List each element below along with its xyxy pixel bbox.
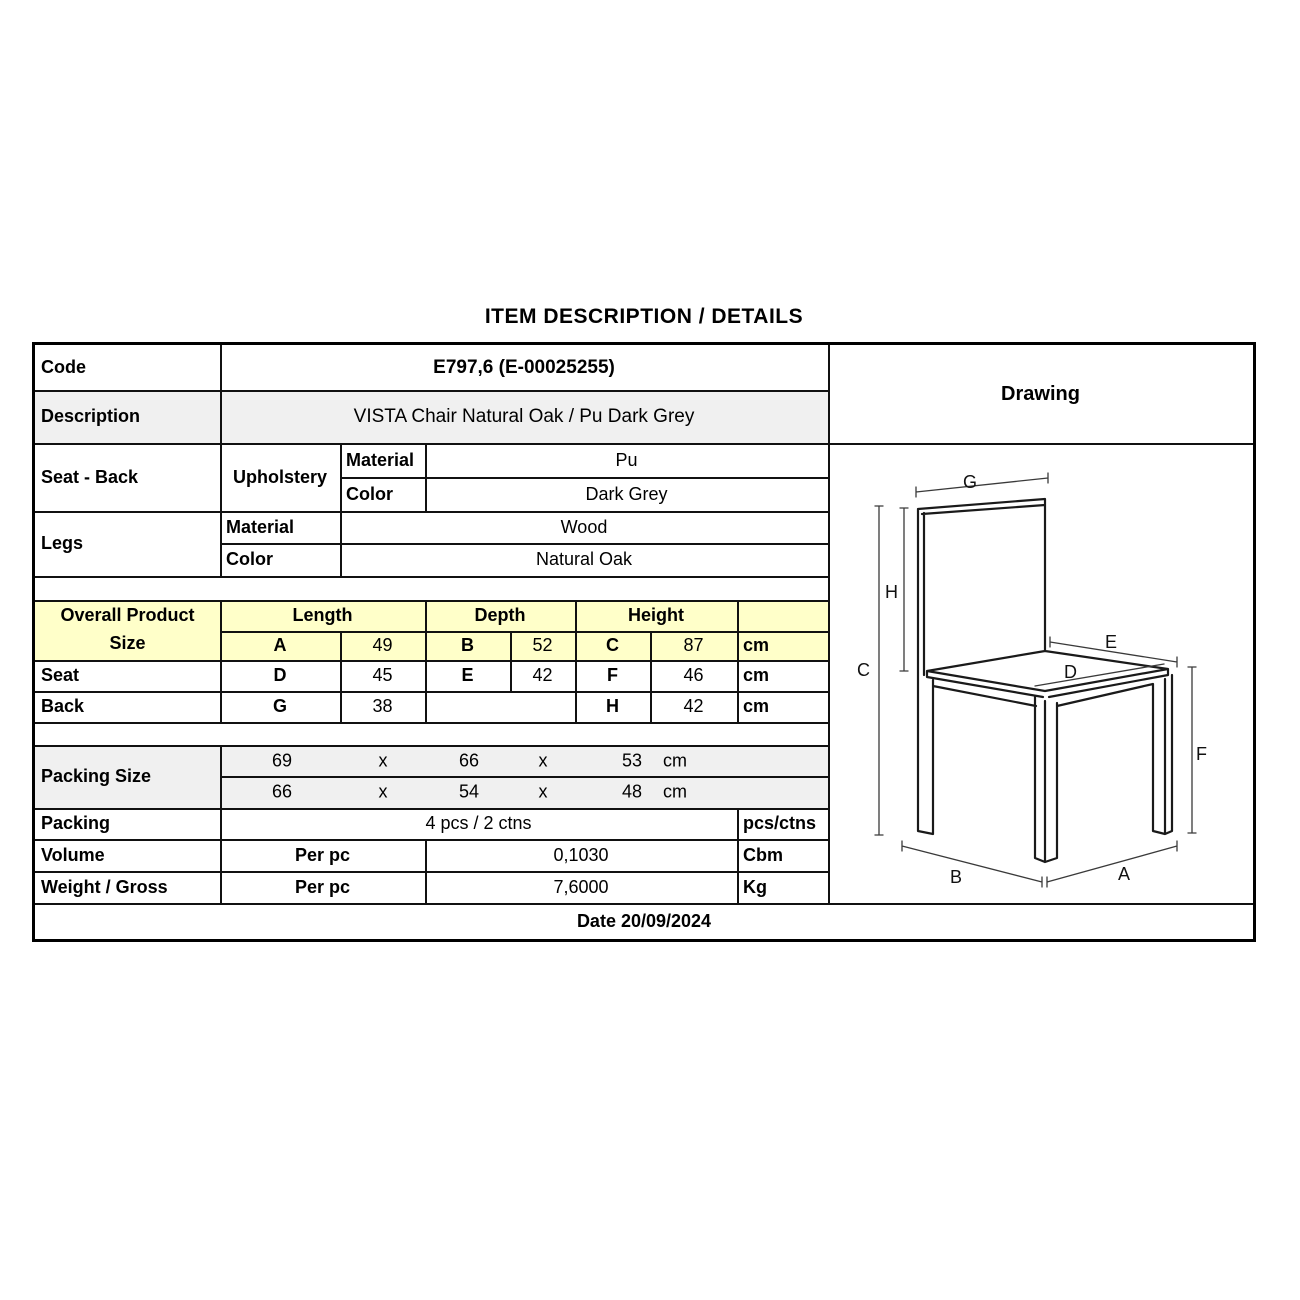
back-length-key: G xyxy=(272,696,287,716)
seat-back-color-value: Dark Grey xyxy=(585,483,668,504)
description-label: Description xyxy=(41,406,141,426)
packing-dim-sep: x xyxy=(538,750,548,770)
seat-height-key: F xyxy=(607,665,618,685)
dim-label-h: H xyxy=(885,582,898,602)
packing-size-row xyxy=(220,776,828,808)
seat-unit: cm xyxy=(743,665,770,685)
chair-outline xyxy=(918,499,1172,862)
seat-height-value: 46 xyxy=(683,665,704,685)
legs-material-value: Wood xyxy=(560,516,608,537)
weight-unit: Kg xyxy=(743,876,767,897)
drawing-header: Drawing xyxy=(1001,382,1080,405)
page-title: ITEM DESCRIPTION / DETAILS xyxy=(484,305,804,328)
depth-header: Depth xyxy=(474,605,526,625)
packing-dim-unit: cm xyxy=(663,781,687,802)
seat-back-color-label: Color xyxy=(346,483,393,504)
spec-table xyxy=(32,342,1256,942)
dim-label-b: B xyxy=(950,867,963,887)
legs-color-label: Color xyxy=(226,549,273,569)
overall-size-label-line2: Size xyxy=(109,633,146,653)
packing-label: Packing xyxy=(41,813,111,833)
seat-depth-value: 42 xyxy=(532,665,553,685)
dim-label-e: E xyxy=(1105,632,1118,652)
chair-drawing xyxy=(828,443,1253,903)
grid-line xyxy=(35,576,828,578)
packing-dim-sep: x xyxy=(378,781,388,802)
seat-back-material-value: Pu xyxy=(615,449,638,470)
seat-length-value: 45 xyxy=(372,665,393,685)
overall-depth-value: 52 xyxy=(532,635,553,655)
date-row: Date 20/09/2024 xyxy=(576,910,712,931)
seat-back-label: Seat - Back xyxy=(41,466,139,487)
dim-label-a: A xyxy=(1118,864,1131,884)
back-unit: cm xyxy=(743,696,770,716)
back-height-value: 42 xyxy=(683,696,704,716)
back-length-value: 38 xyxy=(372,696,393,716)
packing-size-label: Packing Size xyxy=(41,766,152,786)
packing-dim: 48 xyxy=(621,781,643,802)
code-value: E797,6 (E-00025255) xyxy=(433,356,615,378)
code-label: Code xyxy=(41,357,86,377)
seat-row-label: Seat xyxy=(41,665,80,685)
packing-dim-sep: x xyxy=(378,750,388,770)
weight-value: 7,6000 xyxy=(553,876,609,897)
packing-dim-unit: cm xyxy=(663,750,687,770)
overall-unit: cm xyxy=(743,635,770,655)
upholstery-label: Upholstery xyxy=(232,466,328,487)
legs-color-value: Natural Oak xyxy=(535,549,633,569)
packing-dim-sep: x xyxy=(538,781,548,802)
legs-material-label: Material xyxy=(226,516,295,537)
packing-dim: 66 xyxy=(271,781,293,802)
volume-value: 0,1030 xyxy=(553,844,609,865)
overall-depth-key: B xyxy=(461,635,474,655)
seat-back-material-label: Material xyxy=(346,449,415,470)
grid-line xyxy=(35,722,828,724)
overall-size-label xyxy=(35,600,220,660)
legs-label: Legs xyxy=(41,533,84,553)
overall-length-value: 49 xyxy=(372,635,393,655)
overall-height-value: 87 xyxy=(683,635,704,655)
seat-length-key: D xyxy=(273,665,287,685)
volume-label: Volume xyxy=(41,844,105,865)
volume-unit: Cbm xyxy=(743,844,783,865)
back-row-label: Back xyxy=(41,696,85,716)
overall-height-key: C xyxy=(606,635,619,655)
packing-dim: 69 xyxy=(271,750,293,770)
weight-per-pc: Per pc xyxy=(294,876,351,897)
height-header: Height xyxy=(628,605,684,625)
length-header: Length xyxy=(292,605,353,625)
volume-per-pc: Per pc xyxy=(294,844,351,865)
dim-label-c: C xyxy=(857,660,870,680)
packing-value: 4 pcs / 2 ctns xyxy=(425,813,532,833)
packing-size-row xyxy=(220,745,828,776)
packing-dim: 66 xyxy=(458,750,480,770)
dim-label-f: F xyxy=(1196,744,1207,764)
overall-length-key: A xyxy=(273,635,287,655)
packing-dim: 54 xyxy=(458,781,480,802)
dim-label-d: D xyxy=(1064,662,1077,682)
dim-label-g: G xyxy=(963,472,978,492)
description-value: VISTA Chair Natural Oak / Pu Dark Grey xyxy=(353,405,695,427)
overall-size-label-line1: Overall Product xyxy=(60,605,195,626)
back-height-key: H xyxy=(606,696,619,716)
packing-unit: pcs/ctns xyxy=(743,813,817,833)
weight-label: Weight / Gross xyxy=(41,876,168,897)
seat-depth-key: E xyxy=(461,665,474,685)
packing-dim: 53 xyxy=(621,750,643,770)
